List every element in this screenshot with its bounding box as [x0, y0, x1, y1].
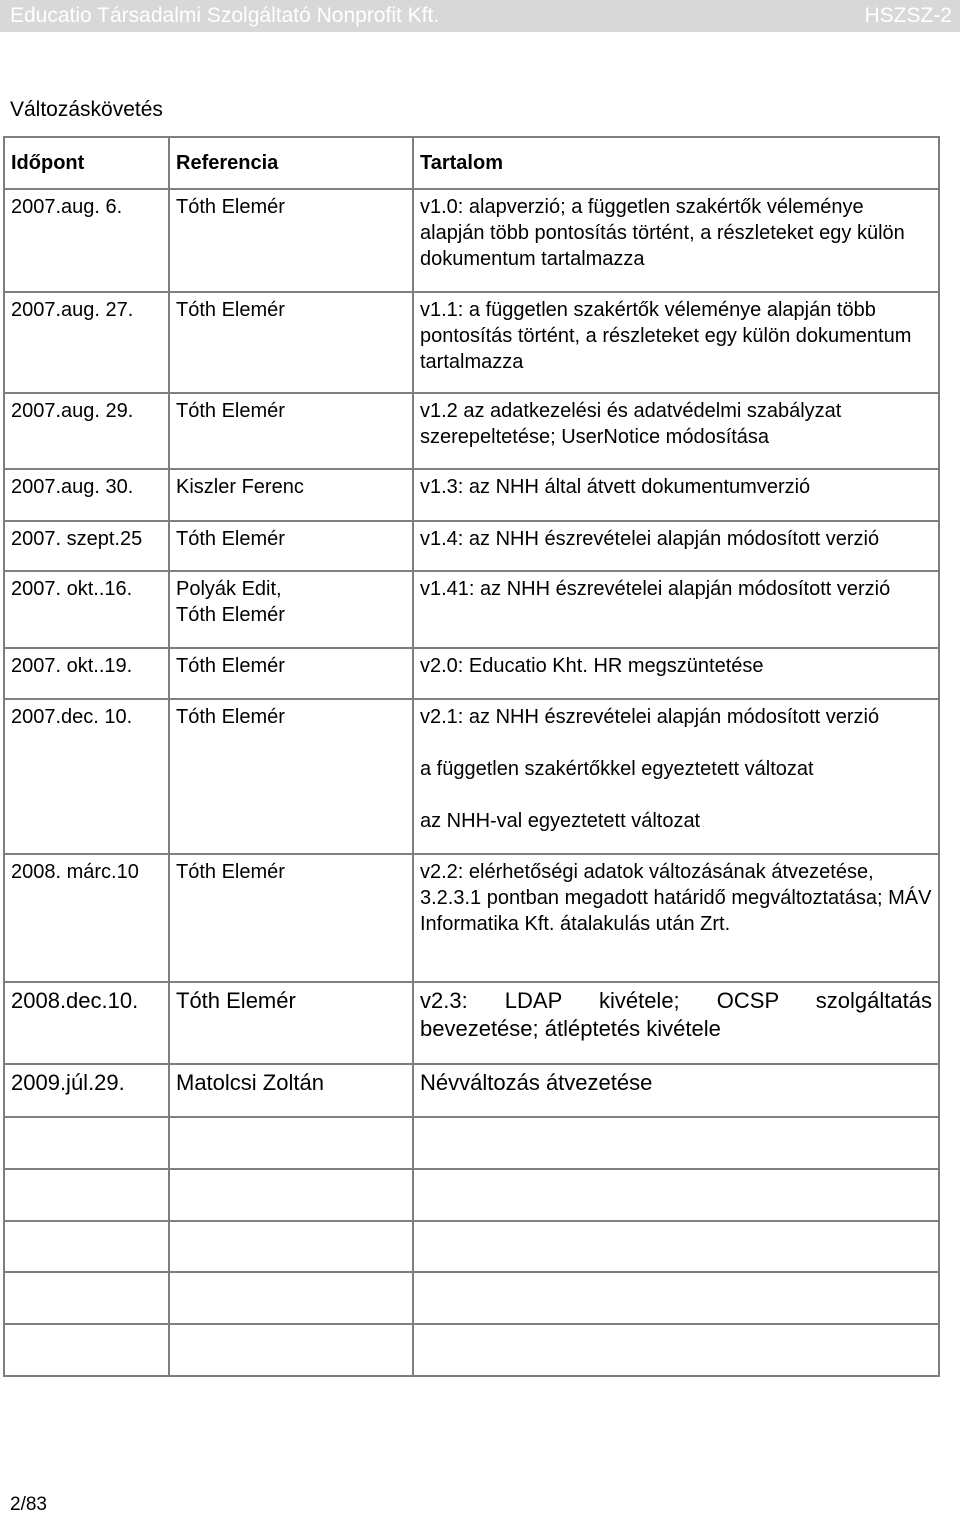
page-number: 2/83	[10, 1494, 47, 1515]
table-header-row	[4, 137, 939, 189]
row-content: v1.2 az adatkezelési és adatvédelmi szabályzat szerepeltetése; UserNotice módosítása	[413, 393, 939, 469]
table-row-empty	[4, 1169, 939, 1221]
row-date: 2007.aug. 29.	[4, 393, 169, 469]
row-date: 2007.aug. 27.	[4, 292, 169, 393]
row-date: 2007. szept.25	[4, 521, 169, 571]
row-reference: Tóth Elemér	[169, 189, 413, 292]
row-date: 2008.dec.10.	[4, 982, 169, 1064]
row-content-note: az NHH-val egyeztetett változat	[420, 810, 701, 832]
row-content: Névváltozás átvezetése	[413, 1064, 939, 1117]
row-reference: Kiszler Ferenc	[169, 469, 413, 521]
row-reference: Tóth Elemér	[169, 648, 413, 699]
table-row-empty	[4, 1272, 939, 1324]
row-date: 2007.aug. 6.	[4, 189, 169, 292]
table-row-empty	[4, 1117, 939, 1169]
row-date: 2007.aug. 30.	[4, 469, 169, 521]
column-header-reference: Referencia	[169, 137, 413, 189]
row-date: 2008. márc.10	[4, 854, 169, 982]
row-reference: Tóth Elemér	[169, 854, 413, 982]
table-row	[4, 469, 939, 521]
row-date: 2007. okt..16.	[4, 571, 169, 648]
table-row-empty	[4, 1221, 939, 1272]
column-header-content: Tartalom	[413, 137, 939, 189]
row-content: v2.2: elérhetőségi adatok változásának átvezetése, 3.2.3.1 pontban megadott határidő megváltoztatása; MÁV Informatika Kft. átalakulás után Zrt.	[413, 854, 939, 982]
table-row	[4, 854, 939, 982]
row-content: v1.0: alapverzió; a független szakértők véleménye alapján több pontosítás történt, a részleteket egy külön dokumentum tartalmazza	[413, 189, 939, 292]
row-content: v1.3: az NHH által átvett dokumentumverzió	[413, 469, 939, 521]
page-header	[0, 0, 960, 32]
row-content: v1.1: a független szakértők véleménye alapján több pontosítás történt, a részleteket egy külön dokumentum tartalmazza	[413, 292, 939, 393]
row-reference: Tóth Elemér	[169, 521, 413, 571]
row-content: v1.4: az NHH észrevételei alapján módosított verzió	[413, 521, 939, 571]
row-date: 2007. okt..19.	[4, 648, 169, 699]
table-row	[4, 982, 939, 1064]
header-document-code: HSZSZ-2	[864, 4, 952, 27]
table-row	[4, 521, 939, 571]
row-date: 2007.dec. 10.	[4, 699, 169, 854]
change-log-table	[3, 136, 940, 1377]
row-reference: Tóth Elemér	[169, 393, 413, 469]
table-row-empty	[4, 1324, 939, 1376]
row-content-cell	[413, 699, 939, 854]
row-content: v1.41: az NHH észrevételei alapján módosított verzió	[413, 571, 939, 648]
table-row	[4, 648, 939, 699]
table-row	[4, 292, 939, 393]
row-reference: Tóth Elemér	[169, 292, 413, 393]
table-row	[4, 571, 939, 648]
row-content-note: a független szakértőkkel egyeztetett változat	[420, 758, 814, 780]
row-reference: Tóth Elemér	[169, 699, 413, 854]
row-content: v2.0: Educatio Kht. HR megszüntetése	[413, 648, 939, 699]
row-date: 2009.júl.29.	[4, 1064, 169, 1117]
section-title: Változáskövetés	[10, 98, 163, 121]
column-header-date: Időpont	[4, 137, 169, 189]
table-row	[4, 1064, 939, 1117]
table-row	[4, 393, 939, 469]
row-content: v2.1: az NHH észrevételei alapján módosított verzió	[420, 706, 880, 728]
row-reference: Polyák Edit, Tóth Elemér	[169, 571, 413, 648]
row-reference: Tóth Elemér	[169, 982, 413, 1064]
row-content: v2.3: LDAP kivétele; OCSP szolgáltatás bevezetése; átléptetés kivétele	[413, 982, 939, 1064]
table-row	[4, 699, 939, 854]
header-organization: Educatio Társadalmi Szolgáltató Nonprofit Kft.	[10, 4, 440, 27]
row-reference: Matolcsi Zoltán	[169, 1064, 413, 1117]
table-row	[4, 189, 939, 292]
